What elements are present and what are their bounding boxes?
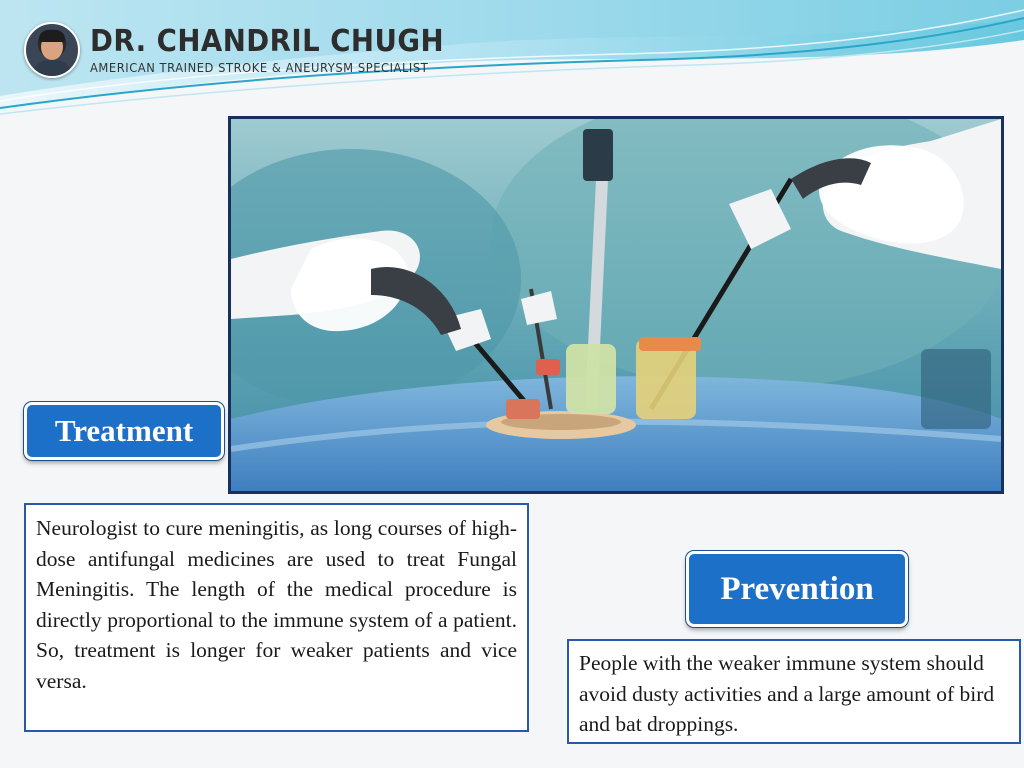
- prevention-heading: Prevention: [686, 551, 908, 627]
- surgery-photo: [228, 116, 1004, 494]
- treatment-text-box: [24, 503, 529, 732]
- treatment-text: Neurologist to cure meningitis, as long courses of high-dose antifungal medicines are used to treat Fungal Meningitis. The length of the medical procedure is directly proportional to the immune system of a patient. So, treatment is longer for weaker patients and vice versa.: [36, 516, 517, 693]
- doctor-subtitle: AMERICAN TRAINED STROKE & ANEURYSM SPECIALIST: [90, 59, 429, 75]
- doctor-portrait-icon: [24, 22, 80, 78]
- prevention-text-box: [567, 639, 1021, 744]
- brand-header: [24, 22, 475, 78]
- prevention-text: People with the weaker immune system should avoid dusty activities and a large amount of bird and bat droppings.: [579, 651, 995, 736]
- doctor-name: DR. CHANDRIL CHUGH: [90, 23, 445, 59]
- treatment-heading: Treatment: [24, 402, 224, 460]
